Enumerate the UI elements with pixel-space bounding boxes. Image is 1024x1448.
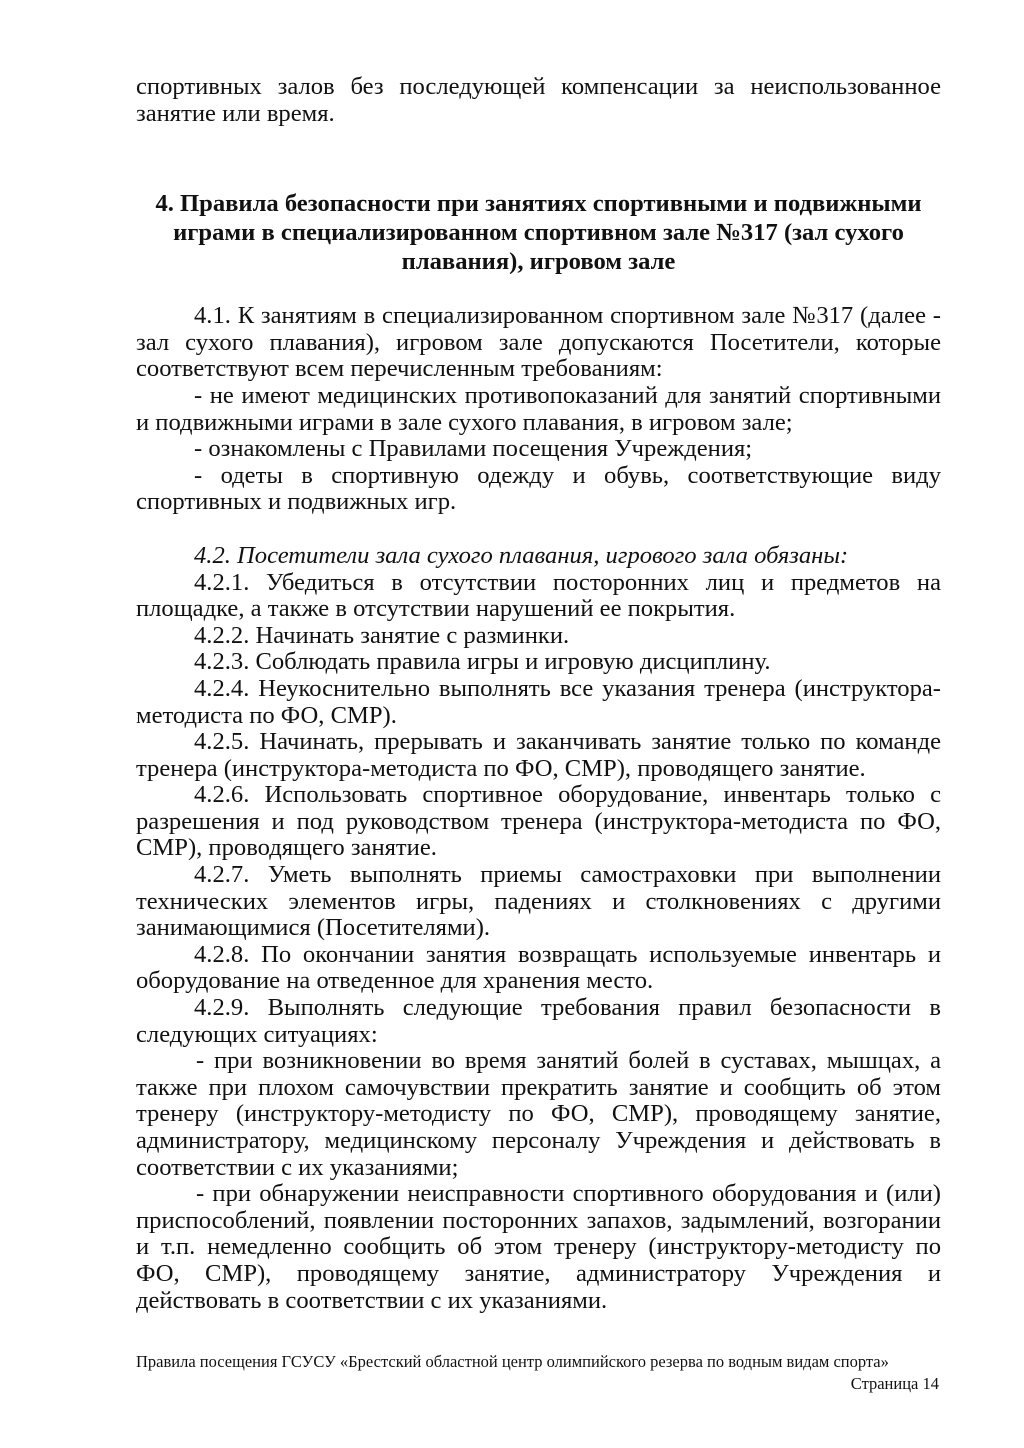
- section-4-2-heading: 4.2. Посетители зала сухого плавания, игрового зала обязаны:: [194, 541, 849, 569]
- footer-document-title: Правила посещения ГСУСУ «Брестский областной центр олимпийского резерва по водным видам спорта»: [136, 1352, 889, 1371]
- section-4-1-item: - ознакомлены с Правилами посещения Учреждения;: [194, 435, 753, 463]
- intro-paragraph: спортивных залов без последующей компенсации за неиспользованное занятие или время.: [136, 73, 941, 127]
- section-4-2-item: 4.2.1. Убедиться в отсутствии посторонних лиц и предметов на площадке, а также в отсутствии нарушений ее покрытия.: [136, 568, 941, 623]
- section-4-2-item: 4.2.8. По окончании занятия возвращать используемые инвентарь и оборудование на отведенное для хранения место.: [136, 940, 941, 995]
- section-4-2-item: 4.2.2. Начинать занятие с разминки.: [194, 621, 570, 649]
- section-4-1-item: - не имеют медицинских противопоказаний для занятий спортивными и подвижными играми в зале сухого плавания, в игровом зале;: [136, 381, 941, 436]
- section-4-1-item: - одеты в спортивную одежду и обувь, соответствующие виду спортивных и подвижных игр.: [136, 461, 941, 516]
- section-title: 4. Правила безопасности при занятиях спортивными и подвижными играми в специализированном спортивном зале №317 (зал сухого плавания), игровом зале: [155, 190, 922, 276]
- section-4-2-item: 4.2.4. Неукоснительно выполнять все указания тренера (инструктора-методиста по ФО, СМР).: [136, 674, 941, 729]
- section-4-2-item: 4.2.6. Использовать спортивное оборудование, инвентарь только с разрешения и под руководством тренера (инструктора-методиста по ФО, СМР), проводящего занятие.: [136, 781, 941, 862]
- page-footer: [136, 1351, 941, 1395]
- section-4-2-item: 4.2.7. Уметь выполнять приемы самостраховки при выполнении технических элементов игры, падениях и столкновениях с другими занимающимися (Посетителями).: [136, 861, 941, 942]
- section-4-2-sub-item: - при возникновении во время занятий болей в суставах, мышцах, а также при плохом самочувствии прекратить занятие и сообщить об этом тренеру (инструктору-методисту по ФО, СМР), проводящему занятие, администратору, медицинскому персоналу Учреждения и действовать в соответствии с их указаниями;: [136, 1047, 941, 1181]
- section-4-2-item: 4.2.5. Начинать, прерывать и заканчивать занятие только по команде тренера (инструктора-методиста по ФО, СМР), проводящего занятие.: [136, 728, 941, 782]
- page-content: [136, 74, 941, 1314]
- footer-page-number: Страница 14: [850, 1374, 939, 1393]
- section-4-2-item: 4.2.3. Соблюдать правила игры и игровую дисциплину.: [194, 648, 771, 676]
- section-4-1-intro: 4.1. К занятиям в специализированном спортивном зале №317 (далее - зал сухого плавания), игровом зале допускаются Посетители, которые соответствуют всем перечисленным требованиям:: [136, 302, 941, 383]
- section-4-2-item: 4.2.9. Выполнять следующие требования правил безопасности в следующих ситуациях:: [136, 994, 941, 1048]
- section-4-2-sub-item: - при обнаружении неисправности спортивного оборудования и (или) приспособлений, появлении посторонних запахов, задымлений, возгорании и т.п. немедленно сообщить об этом тренеру (инструктору-методисту по ФО, СМР), проводящему занятие, администратору Учреждения и действовать в соответствии с их указаниями.: [136, 1180, 941, 1314]
